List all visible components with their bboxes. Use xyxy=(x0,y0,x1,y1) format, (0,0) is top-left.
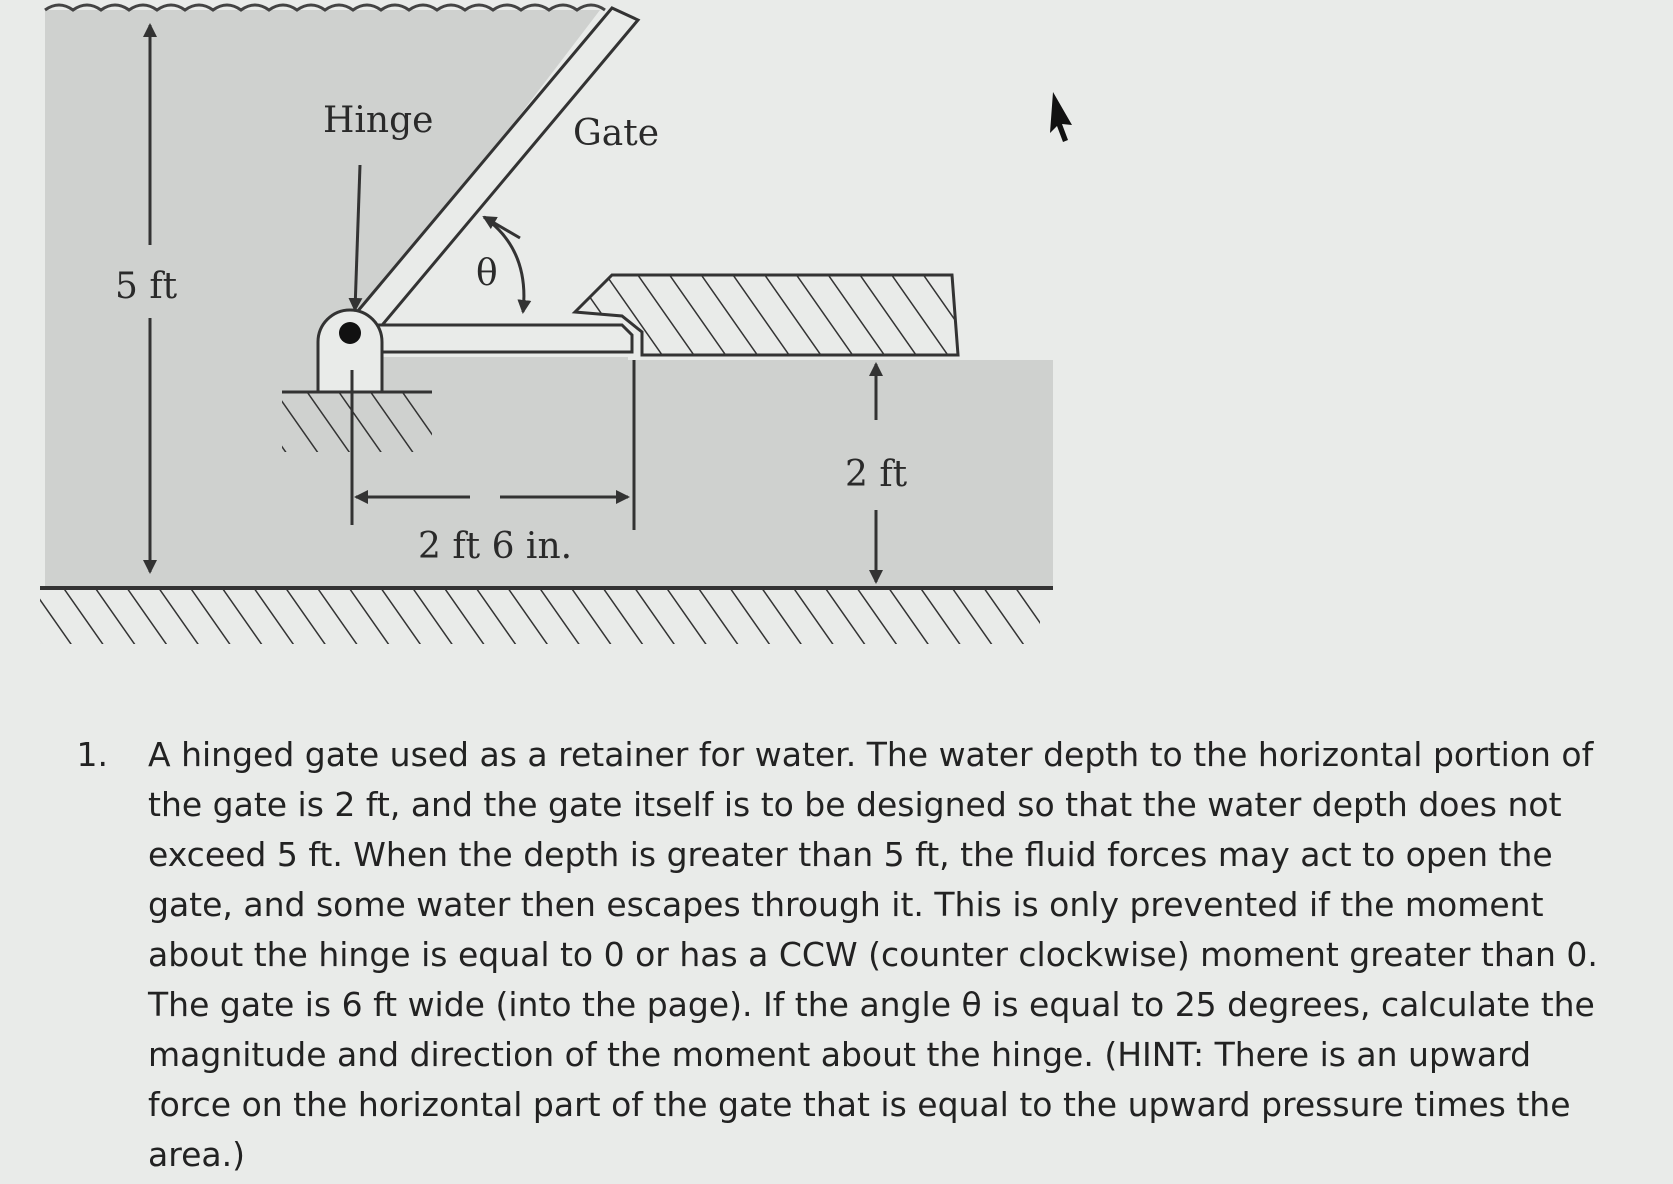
depth-total-label: 5 ft xyxy=(115,266,178,307)
horizontal-gate xyxy=(370,325,632,352)
ground-hatch xyxy=(40,590,1040,644)
gate-label: Gate xyxy=(573,113,659,154)
horizontal-length-label: 2 ft 6 in. xyxy=(418,526,573,567)
hinge-label: Hinge xyxy=(323,100,434,141)
problem-text: A hinged gate used as a retainer for water. The water depth to the horizontal portion of the gate is 2 ft, and the gate itself is to be designed so that the water depth does not exceed 5 ft. When the depth is greater than 5 ft, the fluid forces may act to open the gate, and some water then escapes through it. This is only prevented if the moment about the hinge is equal to 0 or has a CCW (counter clockwise) moment greater than 0. The gate is 6 ft wide (into the page). If the angle θ is equal to 25 degrees, calculate the magnitude and direction of the moment about the hinge. (HINT: There is an upward force on the horizontal part of the gate that is equal to the upward pressure times the area.) xyxy=(148,735,1598,1174)
depth-horizontal-label: 2 ft xyxy=(845,454,908,495)
problem-number: 1. xyxy=(76,735,108,774)
problem-statement xyxy=(40,730,1640,1180)
hinge-base-hatch xyxy=(282,392,432,452)
water-surface xyxy=(45,5,605,10)
cursor-icon xyxy=(1050,92,1072,142)
theta-label: θ xyxy=(476,253,498,294)
hinge-pin xyxy=(339,322,361,344)
